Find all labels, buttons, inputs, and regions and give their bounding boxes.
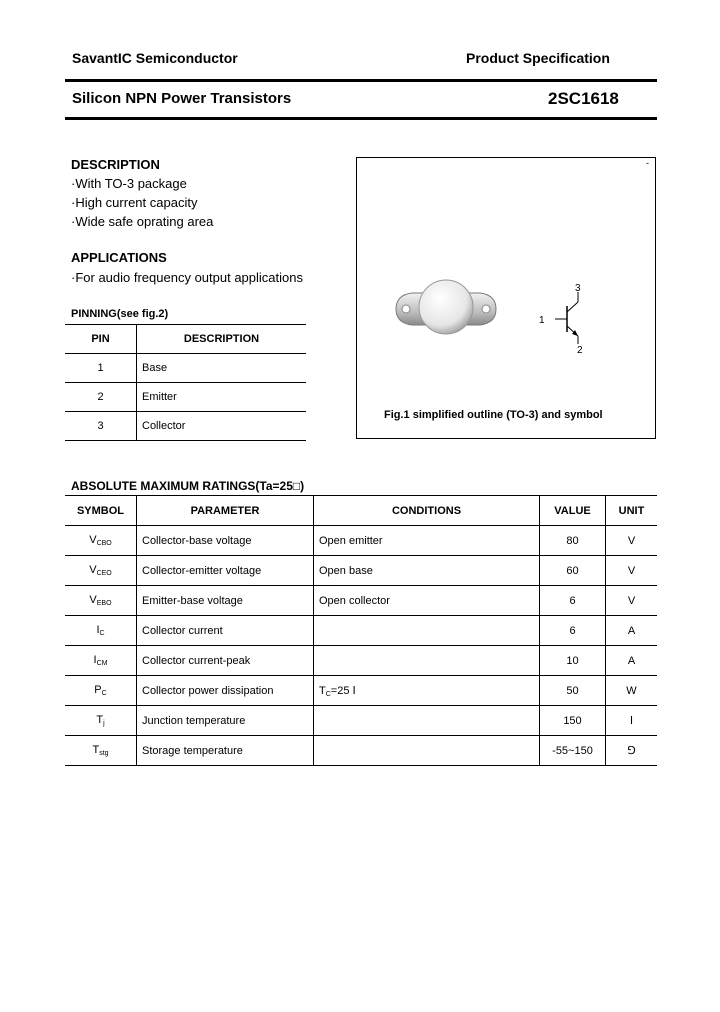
- part-number: 2SC1618: [548, 89, 619, 108]
- ratings-header-row: [65, 496, 657, 526]
- symbol-label-collector: 3: [575, 283, 581, 294]
- pinning-header-row: [65, 325, 306, 354]
- value-cell: 60: [540, 556, 606, 586]
- pin-description-column-header: DESCRIPTION: [137, 325, 307, 354]
- table-row: [65, 646, 657, 676]
- value-column-header: VALUE: [540, 496, 606, 526]
- unit-cell: V: [606, 526, 658, 556]
- pin-description: Collector: [137, 412, 307, 441]
- parameter-cell: Collector current-peak: [137, 646, 314, 676]
- symbol-cell: $V_{EBO}$: [65, 586, 137, 616]
- parameter-cell: Collector-emitter voltage: [137, 556, 314, 586]
- applications-heading: APPLICATIONS: [71, 250, 167, 265]
- parameter-cell: Collector power dissipation: [137, 676, 314, 706]
- conditions-cell: Open emitter: [314, 526, 540, 556]
- pinning-table: [65, 324, 306, 441]
- document-type: Product Specification: [466, 50, 610, 66]
- unit-cell: V: [606, 586, 658, 616]
- unit-cell: ⅁: [606, 736, 658, 766]
- unit-column-header: UNIT: [606, 496, 658, 526]
- table-row: [65, 736, 657, 766]
- description-item: ·High current capacity: [71, 195, 198, 210]
- table-row: [65, 676, 657, 706]
- unit-cell: Ⅰ: [606, 706, 658, 736]
- pin-number: 3: [65, 412, 137, 441]
- table-row: [65, 706, 657, 736]
- parameter-column-header: PARAMETER: [137, 496, 314, 526]
- parameter-cell: Emitter-base voltage: [137, 586, 314, 616]
- value-cell: 10: [540, 646, 606, 676]
- parameter-cell: Collector current: [137, 616, 314, 646]
- symbol-cell: $I_{CM}$: [65, 646, 137, 676]
- pinning-heading: PINNING(see fig.2): [71, 308, 169, 320]
- symbol-cell: $V_{CBO}$: [65, 526, 137, 556]
- table-row: [65, 383, 306, 412]
- symbol-cell: $T_j$: [65, 706, 137, 736]
- unit-cell: A: [606, 646, 658, 676]
- value-cell: 50: [540, 676, 606, 706]
- conditions-cell: Open collector: [314, 586, 540, 616]
- pin-description: Base: [137, 354, 307, 383]
- symbol-cell: $P_C$: [65, 676, 137, 706]
- value-cell: 6: [540, 616, 606, 646]
- unit-cell: W: [606, 676, 658, 706]
- table-row: [65, 616, 657, 646]
- pin-description: Emitter: [137, 383, 307, 412]
- table-row: [65, 556, 657, 586]
- table-row: [65, 526, 657, 556]
- parameter-cell: Collector-base voltage: [137, 526, 314, 556]
- to3-package-illustration: [390, 275, 502, 339]
- description-heading: DESCRIPTION: [71, 157, 160, 172]
- symbol-cell: $I_C$: [65, 616, 137, 646]
- table-row: [65, 412, 306, 441]
- parameter-cell: Junction temperature: [137, 706, 314, 736]
- symbol-cell: $T_{stg}$: [65, 736, 137, 766]
- symbol-column-header: SYMBOL: [65, 496, 137, 526]
- table-row: [65, 354, 306, 383]
- ratings-table: [65, 495, 657, 766]
- unit-cell: A: [606, 616, 658, 646]
- value-cell: -55~150: [540, 736, 606, 766]
- symbol-label-emitter: 2: [577, 345, 583, 356]
- header-rule-bottom: [65, 117, 657, 120]
- pin-number: 1: [65, 354, 137, 383]
- figure-corner-mark: -: [646, 158, 649, 168]
- value-cell: 6: [540, 586, 606, 616]
- value-cell: 150: [540, 706, 606, 736]
- parameter-cell: Storage temperature: [137, 736, 314, 766]
- pin-number: 2: [65, 383, 137, 412]
- conditions-cell: Open base: [314, 556, 540, 586]
- applications-item: ·For audio frequency output applications: [71, 270, 303, 285]
- symbol-cell: $V_{CEO}$: [65, 556, 137, 586]
- ratings-heading: ABSOLUTE MAXIMUM RATINGS(Ta=25□): [71, 479, 305, 493]
- figure-caption: Fig.1 simplified outline (TO-3) and symbol: [384, 409, 603, 421]
- company-name: SavantIC Semiconductor: [72, 50, 238, 66]
- table-row: [65, 586, 657, 616]
- conditions-column-header: CONDITIONS: [314, 496, 540, 526]
- document-title: Silicon NPN Power Transistors: [72, 90, 292, 107]
- header-rule-top: [65, 79, 657, 82]
- description-item: ·Wide safe oprating area: [71, 214, 214, 229]
- pin-column-header: PIN: [65, 325, 137, 354]
- conditions-cell: [314, 706, 540, 736]
- value-cell: 80: [540, 526, 606, 556]
- symbol-label-base: 1: [539, 315, 545, 326]
- description-item: ·With TO-3 package: [71, 176, 187, 191]
- conditions-cell: [314, 616, 540, 646]
- conditions-cell: [314, 646, 540, 676]
- conditions-cell: [314, 736, 540, 766]
- unit-cell: V: [606, 556, 658, 586]
- conditions-cell: $T_C=25$ Ⅰ: [314, 676, 540, 706]
